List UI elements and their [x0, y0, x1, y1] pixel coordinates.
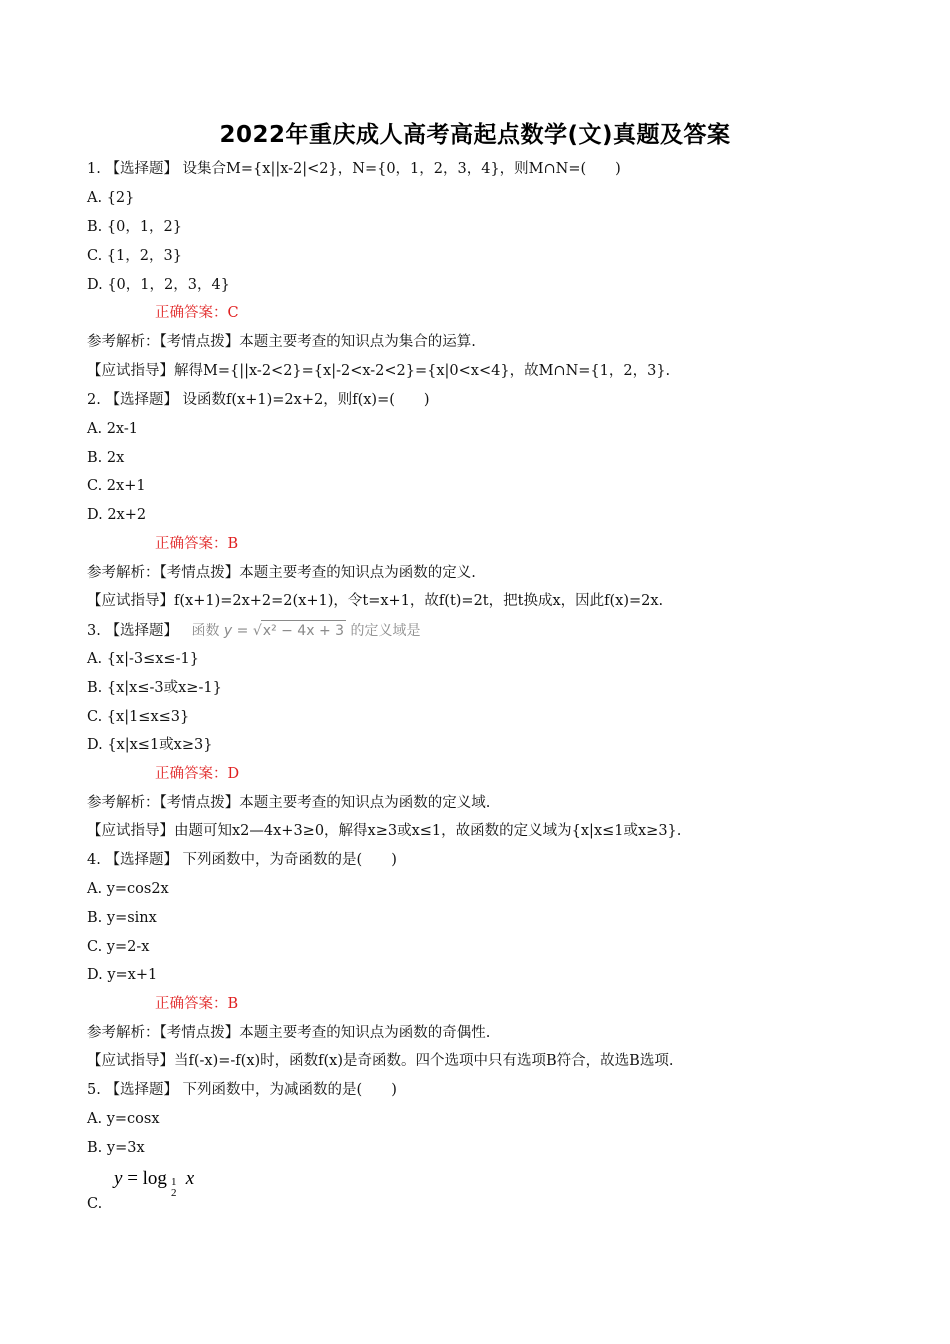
question-4-analysis: 参考解析：【考情点拨】本题主要考查的知识点为函数的奇偶性. [87, 1025, 491, 1041]
question-2-analysis: 参考解析：【考情点拨】本题主要考查的知识点为函数的定义. [87, 565, 476, 581]
question-5-option-a: A. y=cosx [87, 1111, 160, 1127]
question-3-label: 3. 【选择题】 [87, 623, 178, 639]
question-1-stem: 1. 【选择题】 设集合M={x||x-2|<2}，N={0，1，2，3，4}，则M∩N=( ) [87, 161, 621, 177]
question-3-option-a: A. {x|-3≤x≤-1} [87, 651, 199, 667]
q3-prefix: 函数 [191, 623, 220, 639]
q5-log-base-fraction [171, 1177, 177, 1199]
question-3-option-b: B. {x|x≤-3或x≥-1} [87, 680, 222, 696]
question-1-option-a: A. {2} [87, 190, 135, 206]
question-3-option-d: D. {x|x≤1或x≥3} [87, 737, 213, 753]
q5-base-numerator: 1 [171, 1176, 177, 1188]
question-1-guidance: 【应试指导】解得M={||x-2<2}={x|-2<x-2<2}={x|0<x<4}，故M∩N={1，2，3}. [87, 363, 671, 379]
q5-lhs: y [114, 1168, 123, 1189]
q5-arg: x [185, 1168, 195, 1189]
question-4-guidance: 【应试指导】当f(-x)=-f(x)时，函数f(x)是奇函数。四个选项中只有选项B符合，故选B选项. [87, 1053, 674, 1069]
question-4-answer: 正确答案：B [155, 996, 239, 1012]
question-5-option-c: C. [87, 1196, 103, 1212]
question-3-formula-image: 函数 y = √x² − 4x + 3 的定义域是 [183, 623, 421, 639]
q3-eq: = [236, 623, 249, 639]
question-1-analysis: 参考解析：【考情点拨】本题主要考查的知识点为集合的运算. [87, 334, 476, 350]
question-2-option-a: A. 2x-1 [87, 421, 138, 437]
question-5-option-b: B. y=3x [87, 1140, 145, 1156]
q3-suffix: 的定义域是 [350, 623, 421, 639]
question-4-option-a: A. y=cos2x [87, 881, 169, 897]
question-4-stem: 4. 【选择题】 下列函数中，为奇函数的是( ) [87, 852, 397, 868]
question-1-option-d: D. {0，1，2，3，4} [87, 277, 230, 293]
q3-y: y [223, 623, 233, 639]
question-5-option-c-formula [114, 1168, 195, 1199]
question-3-option-c: C. {x|1≤x≤3} [87, 709, 190, 725]
question-3-answer: 正确答案：D [155, 766, 240, 782]
question-1-option-c: C. {1，2，3} [87, 248, 182, 264]
question-2-option-b: B. 2x [87, 450, 125, 466]
question-4-option-c: C. y=2-x [87, 939, 150, 955]
question-5-stem: 5. 【选择题】 下列函数中，为减函数的是( ) [87, 1082, 397, 1098]
question-1-option-b: B. {0，1，2} [87, 219, 183, 235]
question-2-stem: 2. 【选择题】 设函数f(x+1)=2x+2，则f(x)=( ) [87, 392, 430, 408]
q5-base-denominator: 2 [171, 1187, 177, 1199]
question-4-option-b: B. y=sinx [87, 910, 157, 926]
question-3-guidance: 【应试指导】由题可知x2—4x+3≥0，解得x≥3或x≤1，故函数的定义域为{x|x≤1或x≥3}. [87, 823, 682, 839]
question-3-analysis: 参考解析：【考情点拨】本题主要考查的知识点为函数的定义域. [87, 795, 491, 811]
question-2-guidance: 【应试指导】f(x+1)=2x+2=2(x+1)，令t=x+1，故f(t)=2t，把t换成x，因此f(x)=2x. [87, 593, 664, 609]
question-4-option-d: D. y=x+1 [87, 967, 158, 983]
question-2-answer: 正确答案：B [155, 536, 239, 552]
question-2-option-d: D. 2x+2 [87, 507, 147, 523]
question-3-stem [87, 620, 421, 641]
question-2-option-c: C. 2x+1 [87, 478, 146, 494]
question-1-answer: 正确答案：C [155, 305, 239, 321]
q3-radicand: x² − 4x + 3 [261, 620, 346, 641]
q5-log: = log [127, 1168, 167, 1189]
page-title: 2022年重庆成人高考高起点数学(文)真题及答案 [219, 122, 731, 148]
